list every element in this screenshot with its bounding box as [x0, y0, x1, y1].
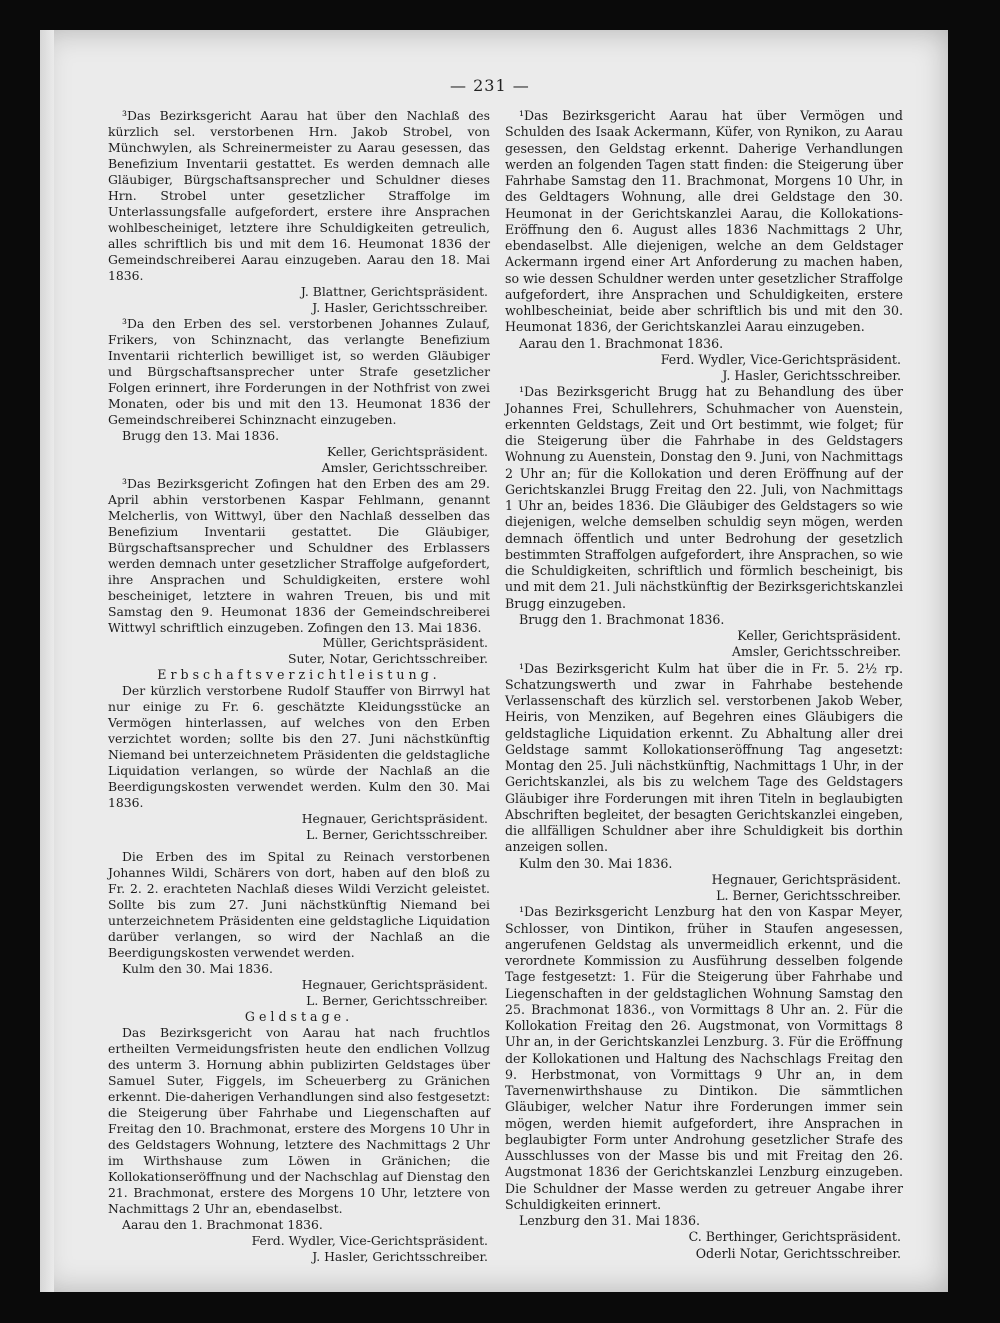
notice-wildi-place-date: Kulm den 30. Mai 1836. — [122, 961, 273, 977]
notice-weber-text: ¹Das Bezirksgericht Kulm hat über die in Fr. 5. 2½ rp. Schatzungswerth und zwar in Fahrhabe bestehende Verlassenschaft des kürzlich sel. verstorbenen Jakob Weber, Heiris, von Menziken, auf Begehren eines Gläubigers die geldstagliche Liquidation erkennt. Zu Abhaltung aller drei Geldstage sammt Kollokationseröffnung Tag angesetzt: Montag den 25. Juli nächstkünftig, Nachmittags 1 Uhr, in der Gerichtskanzlei, als bis zu welchem Tage des Geldstagers Gläubiger ihre Forderungen mit ihren Titeln in beglaubigten Abschriften begleitet, der besagten Gerichtskanzlei eingeben, die allfälligen Schuldner aber ihre Schuldigkeit bis dorthin anzeigen sollen. — [505, 660, 903, 855]
notice-stauffer-signature-president: Hegnauer, Gerichtspräsident. — [301, 811, 488, 827]
notice-suter-signature-president: Ferd. Wydler, Vice-Gerichtspräsident. — [251, 1232, 488, 1248]
notice-weber-signature-president: Hegnauer, Gerichtspräsident. — [711, 871, 901, 887]
notice-fehlmann-signature-clerk: Suter, Notar, Gerichtsschreiber. — [288, 651, 488, 667]
notice-stauffer-signature-clerk: L. Berner, Gerichtsschreiber. — [306, 827, 488, 843]
notice-frei-signature-president: Keller, Gerichtspräsident. — [737, 628, 901, 643]
section-heading-erbschaftsverzicht: Erbschaftsverzichtleistung. — [157, 667, 441, 683]
right-column — [505, 108, 903, 1262]
notice-stauffer-text: Der kürzlich verstorbene Rudolf Stauffer von Birrwyl hat nur einige zu Fr. 6. geschätzte Kleidungsstücke an Vermögen hinterlassen, auf welches von den Erben verzichtet worden; sollte bis den 27. Juni nächstkünftig Niemand bei unterzeichnetem Präsidenten die geldstagliche Liquidation verlangen, so würde der Nachlaß an die Beerdigungskosten verwendet werden. Kulm den 30. Mai 1836. — [108, 683, 490, 811]
notice-weber-place-date: Kulm den 30. Mai 1836. — [519, 855, 673, 871]
notice-suter-text: Das Bezirksgericht von Aarau hat nach fruchtlos ertheilten Vermeidungsfristen heute den endlichen Vollzug des unterm 3. Hornung abhin publizirten Geldstages über Samuel Suter, Figgels, im Scheuerberg zu Gränichen erkennt. Die-daherigen Verhandlungen sind also festgesetzt: die Steigerung über Fahrhabe und Liegenschaften auf Freitag den 10. Brachmonat, erstere des Morgens 10 Uhr in des Geldstagers Wohnung, letztere des Nachmittags 2 Uhr im Wirthshause zum Löwen in Gränichen; die Kollokationseröffnung und der Nachschlag auf Dienstag den 21. Brachmonat, erstere des Morgens 10 Uhr, letztere von Nachmittags 2 Uhr an, ebendaselbst. — [108, 1025, 490, 1216]
notice-strobel-signature-clerk: J. Hasler, Gerichtsschreiber. — [312, 299, 488, 315]
notice-zulauf-signature-president: Keller, Gerichtspräsident. — [326, 443, 488, 459]
notice-meyer-place-date: Lenzburg den 31. Mai 1836. — [519, 1213, 700, 1228]
notice-ackermann-place-date: Aarau den 1. Brachmonat 1836. — [519, 335, 724, 351]
notice-fehlmann-signature-president: Müller, Gerichtspräsident. — [322, 635, 488, 651]
notice-ackermann-signature-clerk: J. Hasler, Gerichtsschreiber. — [722, 368, 901, 383]
notice-wildi-text: Die Erben des im Spital zu Reinach verstorbenen Johannes Wildi, Schärers von dort, haben auf den bloß zu Fr. 2. 2. erachteten Nachlaß dieses Wildi Verzicht geleistet. Sollte bis zum 27. Juni nächstkünftig Niemand bei unterzeichnetem Präsidenten eine geldstagliche Liquidation darüber verlangen, so wird der Nachlaß an die Beerdigungskosten verwendet werden. — [108, 849, 490, 961]
notice-meyer-signature-clerk: Oderli Notar, Gerichtsschreiber. — [695, 1245, 901, 1261]
page-spine-shadow — [40, 30, 54, 1292]
notice-ackermann-signature-president: Ferd. Wydler, Vice-Gerichtspräsident. — [660, 351, 901, 367]
notice-suter-place-date: Aarau den 1. Brachmonat 1836. — [122, 1216, 323, 1232]
notice-suter-signature-clerk: J. Hasler, Gerichtsschreiber. — [312, 1248, 488, 1264]
notice-frei-signature-clerk: Amsler, Gerichtsschreiber. — [731, 644, 901, 660]
notice-frei-text: ¹Das Bezirksgericht Brugg hat zu Behandlung des über Johannes Frei, Schullehrers, Schuhmacher von Auenstein, erkennten Geldstags, Zeit und Ort bestimmt, wie folget; für die Steigerung über die Fahrhabe in des Geldstagers Wohnung zu Auenstein, Donstag den 9. Juni, von Nachmittags 2 Uhr an; für die Kollokation und deren Eröffnung auf der Gerichtskanzlei Brugg Freitag den 22. Juli, von Nachmittags 1 Uhr an, beides 1836. Die Gläubiger des Geldstagers so wie diejenigen, welche demselben schuldig seyn mögen, werden demnach öffentlich und unter Bedrohung der gesetzlich bestimmten Straffolgen aufgefordert, ihre Ansprachen, so wie die Schuldigkeiten, schriftlich und förmlich bescheinigt, bis und mit dem 21. Juli nächstkünftig der Bezirksgerichtskanzlei Brugg einzugeben. — [505, 384, 903, 611]
notice-frei-place-date: Brugg den 1. Brachmonat 1836. — [519, 611, 725, 627]
notice-fehlmann-text: ³Das Bezirksgericht Zofingen hat den Erben des am 29. April abhin verstorbenen Kaspar Fehlmann, genannt Melcherlis, von Wittwyl, über den Nachlaß desselben das Benefizium Inventarii gestattet. Die Gläubiger, Bürgschaftsansprecher und Schuldner des Erblassers werden demnach unter gesetzlicher Straffolge aufgefordert, ihre Ansprachen und Schuldigkeiten, erstere wohl bescheiniget, letztere in wahren Treuen, bis und mit Samstag den 9. Heumonat 1836 der Gemeindschreiberei Wittwyl schriftlich einzugeben. Zofingen den 13. Mai 1836. — [108, 475, 490, 635]
notice-meyer-text: ¹Das Bezirksgericht Lenzburg hat den von Kaspar Meyer, Schlosser, von Dintikon, früher in Staufen angesessen, angerufenen Geldstag als unvermeidlich erkennt, und die verordnete Kommission zu Ausführung desselben folgende Tage festgesetzt: 1. Für die Steigerung über Fahrhabe und Liegenschaften in der geldstaglichen Wohnung Samstag den 25. Brachmonat 1836., von Vormittags 8 Uhr an. 2. Für die Kollokation Freitag den 26. Augstmonat, von Vormittags 8 Uhr an, in der Gerichtskanzlei Lenzburg. 3. Für die Eröffnung der Kollokationen und Haltung des Nachschlags Freitag den 9. Herbstmonat, von Vormittags 9 Uhr an, in dem Tavernenwirthshause zu Dintikon. Die sämmtlichen Gläubiger, welcher Natur ihre Forderungen immer sein mögen, werden hiemit aufgefordert, ihre Ansprachen in beglaubigter Form unter Androhung gesetzlicher Strafe des Ausschlusses von der Masse bis und mit Freitag den 26. Augstmonat 1836 der Gerichtskanzlei Lenzburg einzugeben. Die Schuldner der Masse werden zu getreuer Angabe ihrer Schuldigkeiten erinnert. — [505, 904, 903, 1212]
notice-zulauf-place-date: Brugg den 13. Mai 1836. — [122, 427, 280, 443]
notice-meyer-signature-president: C. Berthinger, Gerichtspräsident. — [688, 1229, 901, 1245]
newspaper-page — [40, 30, 948, 1292]
page-number: — 231 — — [450, 76, 530, 95]
notice-weber-signature-clerk: L. Berner, Gerichtsschreiber. — [716, 888, 901, 903]
left-column — [108, 108, 490, 1265]
notice-wildi-signature-clerk: L. Berner, Gerichtsschreiber. — [306, 993, 488, 1009]
section-heading-geldstage: Geldstage. — [244, 1009, 354, 1025]
notice-wildi-signature-president: Hegnauer, Gerichtspräsident. — [301, 977, 488, 993]
notice-strobel-text: ³Das Bezirksgericht Aarau hat über den Nachlaß des kürzlich sel. verstorbenen Hrn. Jakob Strobel, von Münchwylen, als Schreinermeister zu Aarau gesessen, das Benefizium Inventarii gestattet. Es werden demnach alle Gläubiger, Bürgschaftsansprecher und Schuldner dieses Hrn. Strobel unter gesetzlicher Straffolge im Unterlassungsfalle aufgefordert, erstere ihre Ansprachen wohlbescheiniget, letztere ihre Schuldigkeiten getreulich, alles schriftlich bis und mit dem 16. Heumonat 1836 der Gemeindschreiberei Aarau einzugeben. Aarau den 18. Mai 1836. — [108, 108, 490, 283]
notice-strobel-signature-president: J. Blattner, Gerichtspräsident. — [300, 283, 488, 299]
notice-ackermann-text: ¹Das Bezirksgericht Aarau hat über Vermögen und Schulden des Isaak Ackermann, Küfer, von Rynikon, zu Aarau gesessen, den Geldstag erkennt. Daherige Verhandlungen werden an folgenden Tagen statt finden: die Steigerung über Fahrhabe Samstag den 11. Brachmonat, Morgens 10 Uhr, in des Geldtagers Wohnung, alle drei Geldstage den 30. Heumonat in der Gerichtskanzlei Aarau, die Kollokations-Eröffnung den 6. August alles 1836 Nachmittags 2 Uhr, ebendaselbst. Alle diejenigen, welche an dem Geldstager Ackermann irgend einer Art Anforderung zu machen haben, so wie dessen Schuldner werden unter gesetzlicher Straffolge aufgefordert, ihre Ansprachen und Schuldigkeiten, erstere wohlbescheiniat, beide aber schriftlich bis und mit den 30. Heumonat 1836, der Gerichtskanzlei Aarau einzugeben. — [505, 108, 903, 335]
notice-zulauf-text: ³Da den Erben des sel. verstorbenen Johannes Zulauf, Frikers, von Schinznacht, das verlangte Benefizium Inventarii richterlich bewilliget ist, so werden Gläubiger und Bürgschaftsansprecher unter Strafe gesetzlicher Folgen erinnert, ihre Forderungen in der Nothfrist von zwei Monaten, oder bis und mit den 13. Heumonat 1836 der Gemeindschreiberei Schinznacht einzugeben. — [108, 315, 490, 427]
notice-zulauf-signature-clerk: Amsler, Gerichtsschreiber. — [321, 459, 488, 475]
